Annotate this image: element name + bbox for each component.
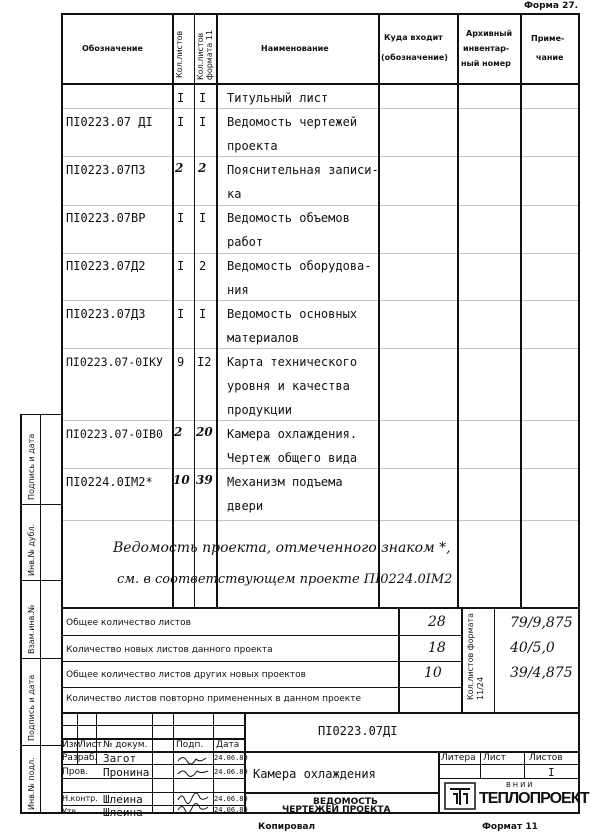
row-name: Механизм подъема: [227, 475, 343, 489]
side-line: [20, 504, 61, 505]
header-note-1: Приме-: [531, 34, 565, 43]
side-label-sign-date: Подпись и дата: [27, 674, 36, 741]
side-label-dup-inv: Инв.№ дубл.: [27, 523, 36, 576]
row-line: [61, 520, 580, 521]
summary-col-line: [398, 607, 400, 712]
titleblock-date: 24.06.89: [214, 795, 248, 803]
row-line: [61, 108, 580, 109]
row-name: Камера охлаждения.: [227, 427, 358, 441]
titleblock-doc-title-2: ЧЕРТЕЖЕЙ ПРОЕКТА: [282, 805, 391, 815]
row-format: I: [199, 91, 207, 105]
header-format: Кол.листов формата 11: [196, 29, 214, 80]
summary-label: Количество листов повторно примененных в данном проекте: [66, 694, 362, 704]
titleblock-line: [438, 764, 578, 765]
titleblock-litera: Литера: [441, 753, 476, 763]
row-name: Пояснительная записи-: [227, 163, 379, 177]
header-name: Наименование: [261, 44, 329, 53]
titleblock-line: [244, 792, 438, 794]
row-sheets: I: [177, 115, 185, 129]
summary-label: Количество новых листов данного проекта: [66, 645, 273, 655]
row-sheets: 9: [177, 355, 185, 369]
row-line: [61, 300, 580, 301]
row-name: Чертеж общего вида: [227, 451, 358, 465]
header-where: Куда входит: [384, 33, 443, 42]
row-sheets: I: [177, 91, 185, 105]
row-sheets: 2: [175, 161, 184, 175]
row-code: ПI0223.07Д3: [66, 307, 146, 321]
row-name: уровня и качества: [227, 379, 350, 393]
col-line-1: [172, 13, 174, 607]
row-name: Титульный лист: [227, 91, 329, 105]
summary-line: [61, 661, 461, 662]
titleblock-doc-code: ПI0223.07ДI: [318, 724, 398, 738]
side-label-sign-date: Подпись и дата: [27, 433, 36, 500]
summary-line: [61, 635, 461, 636]
row-sheets: 10: [173, 473, 190, 487]
side-label-orig-inv: Инв.№ подл.: [27, 757, 36, 810]
row-code: ПI0223.07-0IКУ: [66, 355, 163, 369]
titleblock-date: 24.06.89: [214, 754, 248, 762]
row-format: 2: [198, 161, 207, 175]
summary-side-label: Кол.листов формата 11/24: [466, 612, 485, 700]
titleblock-top-line: [61, 712, 580, 714]
side-line: [20, 580, 61, 581]
row-name: ка: [227, 187, 242, 201]
row-name: Ведомость чертежей: [227, 115, 358, 129]
org-small: ВНИИ: [506, 781, 535, 789]
titleblock-col-label: Изм: [62, 740, 81, 750]
titleblock-role: Пров.: [62, 767, 89, 777]
titleblock-role: Разраб.: [62, 753, 98, 763]
side-line: [20, 658, 61, 659]
row-code: ПI0223.07ВР: [66, 211, 146, 225]
header-archive-3: ный номер: [461, 59, 511, 68]
form-label: Форма 27.: [524, 1, 579, 11]
row-line: [61, 348, 580, 349]
header-bottom-line: [61, 83, 580, 85]
row-name: продукции: [227, 403, 293, 417]
summary-count: 18: [428, 640, 446, 656]
row-name: Карта технического: [227, 355, 358, 369]
titleblock-person: Пронина: [103, 766, 150, 779]
row-code: ПI0223.07ПЗ: [66, 163, 146, 177]
titleblock-date: 24.06.89: [214, 806, 248, 814]
titleblock-person: Шлеина: [103, 793, 143, 806]
row-line: [61, 253, 580, 254]
summary-format: 79/9,875: [510, 615, 573, 631]
row-name: ния: [227, 283, 249, 297]
row-format: 39: [196, 473, 213, 487]
titleblock-person: Шлеина: [103, 806, 143, 819]
row-format: I: [199, 307, 207, 321]
titleblock-sheet: Лист: [483, 753, 506, 763]
row-format: 20: [196, 425, 213, 439]
header-archive-2: инвентар-: [463, 44, 510, 53]
footer-copied: Копировал: [258, 822, 316, 832]
row-name: проекта: [227, 139, 278, 153]
titleblock-doc-title-1: ВЕДОМОСТЬ: [313, 797, 378, 807]
summary-line: [61, 687, 461, 688]
summary-top-line: [61, 607, 580, 609]
row-name: Ведомость объемов: [227, 211, 350, 225]
col-line-3: [216, 13, 218, 607]
header-archive-1: Архивный: [466, 29, 513, 38]
row-line: [61, 156, 580, 157]
header-note-2: чание: [536, 53, 564, 62]
side-line: [20, 745, 61, 746]
titleblock-date: 24.06.89: [214, 768, 248, 776]
row-name: материалов: [227, 331, 300, 345]
titleblock-col-line: [524, 751, 525, 778]
side-line: [20, 414, 61, 415]
titleblock-role: Утв.: [62, 807, 79, 816]
header-where-sub: (обозначение): [381, 53, 448, 62]
row-sheets: I: [177, 307, 185, 321]
row-line: [61, 420, 580, 421]
titleblock-col-label: Лист: [79, 740, 102, 750]
row-format: I: [199, 211, 207, 225]
titleblock-sheets-value: I: [548, 766, 555, 779]
row-name: работ: [227, 235, 264, 249]
col-line-5: [457, 13, 459, 607]
side-label-replace-inv: Взам.инв.№: [27, 604, 36, 654]
row-name: Ведомость основных: [227, 307, 358, 321]
row-code: ПI0223.07Д2: [66, 259, 146, 273]
footer-format: Формат 11: [482, 822, 538, 832]
col-line-4: [378, 13, 380, 607]
titleblock-col-label: № докум.: [103, 740, 148, 750]
titleblock-object-name: Камера охлаждения: [253, 767, 376, 781]
row-line: [61, 468, 580, 469]
signature-scribbles: [175, 752, 212, 812]
row-sheets: I: [177, 211, 185, 225]
frame-top: [61, 13, 580, 15]
summary-col-line: [461, 607, 463, 712]
handwritten-note-line1: Ведомость проекта, отмеченного знаком *,: [113, 540, 451, 556]
summary-count: 28: [428, 614, 446, 630]
titleblock-person: Загот: [103, 752, 137, 765]
titleblock-line: [438, 778, 578, 779]
row-code: ПI0223.07-0IВ0: [66, 427, 163, 441]
titleblock-col-line: [173, 712, 174, 812]
side-frame-mid: [40, 414, 41, 812]
row-sheets: I: [177, 259, 185, 273]
row-name: Ведомость оборудова-: [227, 259, 372, 273]
titleblock-col-label: Подп.: [176, 740, 204, 750]
summary-count: 10: [424, 665, 442, 681]
row-code: ПI0223.07 ДI: [66, 115, 153, 129]
summary-format: 39/4,875: [510, 665, 573, 681]
titleblock-col-label: Дата: [216, 740, 240, 750]
row-format: I: [199, 115, 207, 129]
titleblock-col-line: [480, 751, 481, 778]
row-code: ПI0224.0IМ2*: [66, 475, 153, 489]
org-name: ТЕПЛОПРОЕКТ: [479, 790, 589, 807]
org-logo-icon: [444, 782, 476, 810]
titleblock-sheets: Листов: [529, 753, 563, 763]
frame-right: [578, 13, 580, 812]
titleblock-role: Н.контр.: [62, 794, 98, 803]
summary-col-line: [494, 607, 495, 712]
row-format: I2: [197, 355, 212, 369]
frame-left: [61, 13, 63, 812]
row-sheets: 2: [174, 425, 183, 439]
titleblock-col-line: [438, 751, 440, 812]
row-line: [61, 205, 580, 206]
header-sheets: Кол.листов: [175, 30, 184, 78]
header-designation: Обозначение: [82, 44, 143, 53]
row-format: 2: [199, 259, 207, 273]
summary-label: Общее количество листов других новых проектов: [66, 670, 306, 680]
row-name: двери: [227, 499, 264, 513]
col-line-2: [194, 13, 195, 607]
side-frame-left: [20, 414, 22, 812]
col-line-6: [520, 13, 522, 607]
titleblock-col-line: [152, 712, 153, 812]
handwritten-note-line2: см. в соответствующем проекте ПI0224.0IМ2: [117, 572, 453, 587]
summary-label: Общее количество листов: [66, 618, 191, 628]
summary-format: 40/5,0: [510, 640, 555, 656]
